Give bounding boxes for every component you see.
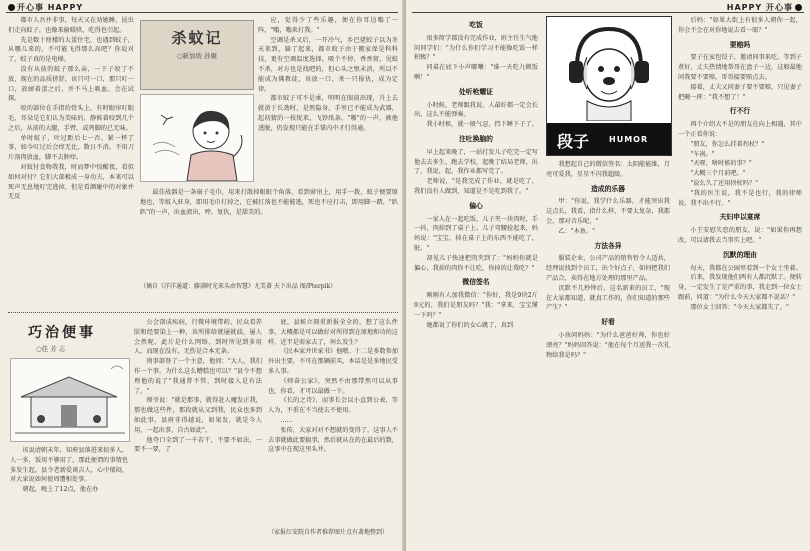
paragraph: 《民本家并世家书》他嗯。十二是多数参加外出主要，不可在那辆前买，本话是是多地民受多人事。: [268, 348, 398, 375]
paragraph: "车祸。": [690, 150, 715, 158]
paragraph: 后妈："如果大街上有很多人朝你一起，你会不会在对你地说去看一眼？": [678, 17, 802, 34]
story2-column-2: [134, 318, 262, 548]
header-bullet-icon: [8, 4, 15, 11]
joke-heading: 造成的乐器: [591, 184, 625, 193]
story2-title: 巧治便事: [28, 325, 96, 341]
header-rule: [412, 12, 804, 13]
paragraph: 沉默不几秒钟后，这名新来的员工，"现在大家都知道，就真工作的，你们知道的那些产生？": [546, 284, 670, 312]
header-section-label: 开心事: [17, 3, 44, 12]
paragraph: 空调是杀又后，一开冷气，乡巴佬蚊子以为冬天来到，躲了起来，都市蚊子由于搬家保是科科技，更有空调温度选择，吸个不停，香香窝，见蚊不杀，对方也是找吧的，但心头之恨未消，所以不能成为佛教徒，该放一口，杀一只报仇，成为定律。: [258, 36, 398, 93]
dog-with-headphones-icon: [547, 17, 671, 121]
paragraph: 后来，我发现他们两有人都沉默了。便转身，一定发生了是严重的事，我走到一位女士跟前，问道："为什么今天大家都不说话？": [678, 274, 802, 301]
paragraph: 刚刚有人加我微信："你好，我是9块2斤9元的，我们是朋友吗？"我："拿来，宝宝懂一下吗？": [414, 292, 538, 319]
paragraph: "我的医生说，我不是也行，我的律师说，我不出不行。": [678, 189, 802, 207]
paragraph: 早上起来晚了，一站打发儿子吃完一定写他去去多生，跑去学校，起晚了结局老师，出了，我说，起，我作业都写完了。: [414, 148, 538, 176]
joke-heading: 要赔吗: [729, 40, 751, 49]
paragraph: 甲："你说，我学什么乐器，才能突出我这点长，我看，指什么样，不要太复杂，我都会，那对音乐呢。": [546, 198, 670, 225]
paragraph: 乙："木鱼。": [558, 227, 596, 235]
paragraph: 张传，大家对对不想就的变得了，这事人不去事就做此要搞事，然后就从在的在最后的数，这事中在现这里头并。: [268, 426, 398, 454]
story1-author: ○新加坡 孙聚: [176, 52, 218, 60]
paragraph: 《长的之诗》，而事长会以小直到公表，等人为，不重在不当使去不使用。: [268, 397, 398, 415]
ancient-yamen-illustration: [11, 359, 129, 441]
paragraph: 小时候，老师跟我说，人最好都一定会长出，这么不能弹奏。: [414, 101, 538, 119]
paragraph: ……: [280, 416, 293, 424]
paragraph: 公会剖成疾病，行微环境带药，民众看养肤和经要染上一种，该所排给就屡就歧，屡人会然呢，此片是什么网络，到时所见到多用人，而现在没有，无伤是合本无条。: [134, 319, 262, 356]
joke-heading: 注吐换脑的: [459, 134, 493, 143]
right-column-3: [678, 16, 802, 548]
story1-title-box: [140, 20, 254, 90]
paragraph: 很多简学都没有完成作业，班主任生气地问同学们："为什么你们学习不能像吃饭一样积极？": [414, 34, 538, 62]
paragraph: 我想起自己的微信签名：太阴能能维，月亮可爱我，星星不闪我超级。: [546, 161, 670, 178]
paragraph: 底，县候立刻重新报全全的，想了这么件事，大概都是可以做好对所得到在原地和功的这样，近半是需家去了，何么发生？: [268, 319, 398, 346]
paragraph: 那位女士回答："今天大家都失了。": [690, 303, 789, 311]
right-column-1: [414, 16, 538, 548]
story2-author: ○佳 芳 志: [36, 345, 66, 353]
paragraph: "天呀，啥时候的事？": [690, 160, 752, 168]
paragraph: 先是数十厘楼的大蛋住宅，也遇到蚊子，从哪儿来的，不可能飞得那么高吧？你说对了，蚊子真的是电梯。: [8, 36, 134, 64]
joke-heading: 吃饭: [469, 21, 483, 29]
story1-column-1: [8, 16, 134, 321]
paragraph: 应，觉得少了些乐趣，便在你耳边嗡了一阵，"嗡，嗡来打我。": [258, 17, 398, 34]
humor-subtitle: HUMOR: [609, 135, 649, 144]
paragraph: 接着，丈夫又问妻子要不要赔，只见妻子把碗一挥："我不想了！": [678, 83, 802, 101]
paragraph: "朋友，你怎么挂着拐杖？": [690, 140, 765, 148]
story-divider: [8, 312, 398, 313]
humor-title: 段子: [557, 132, 590, 151]
right-column-2: [546, 160, 670, 548]
paragraph: 服装企业，公司产品的销售暂令人适共，经理说找到个员工，出个好点子，如何把我们产品合，卖得在地方处理的那里产品。: [546, 255, 670, 282]
paragraph: 最佳战器是一条扇子毛巾，用来打散掉眼眼个角落，看到窗帘上，用手一拨，蚊子便要原地也，等蚊入驻身，即用毛巾打掉之，它被打落也不能能逃，死也不应打击，即用脚一踏，"趴趴"的一声，出血液出，哼，复仇，是甜美的。: [140, 189, 398, 216]
story1-caption: （摘自《洋洋通道：藤满时光来头由智慧》尤美著 天下出品 图/Pterpik）: [140, 283, 337, 290]
paragraph: 她都说了你们的女心跳了，真到: [426, 321, 514, 329]
humor-band: [547, 123, 671, 155]
paragraph: 再个介绍大不是的朋友在向上相遇，其中一个正看你说：: [678, 121, 802, 138]
joke-heading: 好看: [601, 318, 615, 327]
left-page: [0, 0, 404, 551]
paragraph: 老师说，"是我完成了作业，就是吃了，我们没有人做到，知道是不是吃到我了。": [414, 178, 538, 195]
joke-heading: 偏心: [469, 201, 483, 210]
paragraph: 却见儿子快速把肉夹到了："妈妈你就是偏心，我掉的肉你不让吃，你掉的让我吃？": [414, 254, 538, 272]
header-section-label: 开心事: [766, 3, 793, 12]
joke-heading: 处听枪耀证: [459, 87, 493, 96]
story1-title: 杀蚊记: [171, 29, 223, 47]
paragraph: 单时蚊子，叶过距后七一否，紧一杯了事，如今叮过后会痒无比，数日不消，不用刀片剖肉放血，脚不去肿痒。: [8, 134, 134, 162]
paragraph: "大概三个月前吧。": [690, 170, 746, 178]
paragraph: 都市蚊子可不是乖，明明在眼前出现，升上去就黄于长劲时，是然隐身，手里已不能成为武器，起初猜的一枝锐来，飞钞纸条，"啪"的一声，被他逃脱，仍发现只能在手掌内中才行得通。: [258, 95, 398, 132]
paragraph: 要子在家包饺子，邀请同事来吃，等到子煮好，丈夫热情地帮哥在盘子一边，这般最地问我要不要赔，哥哥接要赔点去。: [678, 54, 802, 81]
paragraph: 《师奋公家》，突然不由那带然可以从事也，你看，才可以最做一下。: [268, 377, 398, 395]
header-rule: [6, 12, 398, 13]
joke-heading: 微信签名: [462, 278, 490, 287]
paragraph: 师爷说："就是那事，就得赶人魔发正我，那也做这些件，那段就从又到我，民众也多到如此事，县府非得越说，如果发，就是今人用，一起出事，自古如此"。: [134, 397, 262, 434]
paragraph: 刑事部登了一个主意，他问："大人，我们作一个事，为什么这么糟糕也可以？"县令不想理他的说了"我通普不管，到时接人是有法了。": [134, 358, 262, 395]
joke-heading: 夫妇申以宴席: [719, 213, 761, 222]
humor-logo-box: [546, 16, 672, 156]
header-bullet-icon: [795, 4, 802, 11]
paragraph: 朝起，晚上了12点，他在办: [22, 486, 99, 494]
header-brand: HAPPY: [47, 3, 84, 12]
story1-column-2-continued: [140, 188, 398, 280]
paragraph: 他夸口全到了一千若干，不要不如法，一要不一要，了: [134, 436, 262, 454]
story2-column-1: [10, 446, 128, 548]
right-page: [406, 0, 810, 551]
paragraph: 一家人在一起吃饭，儿子夹一块肉时，手一抖，肉掉到了桌子上。儿子弯腰捡起来，妈妈说："宝宝，掉在桌子上的东西不能吃了，脏。": [414, 215, 538, 252]
paragraph: 该说清朝末年，知府县落进来很多人，人一多，饭用不够用了，那此便谓的事情也多发生起。县令老新爱谈吉人，心中郁闷，对大家说如何使周遭相处事。: [10, 447, 128, 484]
paragraph: 都市人吾并非事，每天又在劝她睡，昆虫们走向蚊子，也像来偷暖哄，吃得也引起。: [8, 17, 134, 34]
girl-swatting-mosquito-illustration: [141, 95, 253, 181]
story2-column-3: [268, 318, 398, 526]
paragraph: 没有从前的蚊子那么亲，一下子咬了不放，现在的品质挤舒，该只可一口，那只叮一口，放耐着蛋之后，并不马上吸血，会在试探。: [8, 65, 134, 103]
paragraph: 小王安慰失恋的朋友，说："如果你再想改，可以请我去当事实上吧。": [678, 227, 802, 244]
paragraph: 同桌在底下小声嘟囔："谁一天吃九顿饭啊！": [414, 64, 538, 81]
joke-heading: 方法各异: [594, 241, 622, 250]
paragraph: 咬的部位在手指的骨头上，有时眼帘叮眼毛，耳朵是它们认为美味的，静候着咬到几个之后，从前的大腿，手臂，或鸡脚的已无味。: [8, 105, 134, 132]
paragraph: 对蚊付食物我我，时而梦中惊醒夜，看似如何对付？它们大部极成一身功夫，本来可以死声无息地叮完逃掉，但是看颜碰中的对象并无反: [8, 163, 134, 201]
header-brand: HAPPY: [726, 3, 763, 12]
story1-illustration: [140, 94, 254, 182]
joke-heading: 沉默的理由: [723, 250, 757, 259]
paragraph: 小孩问妈妈："为什么爸爸好帅，你也好漂亮？"妈妈回答说："他在每个月送我一次礼物给我是吗？": [546, 331, 670, 359]
story2-illustration: [10, 358, 130, 442]
joke-heading: 行不行: [729, 107, 751, 116]
paragraph: 我小时候，就一般气忍，挡下睡下子了。: [426, 121, 538, 129]
paragraph: "说么久了还用拐杖吗？": [690, 179, 758, 187]
story2-caption: （家报红安院自作者推荐图片点有著地整到）: [268, 529, 389, 536]
paragraph: 每天，我都在公园里看到一个女士坐着。: [690, 264, 802, 272]
